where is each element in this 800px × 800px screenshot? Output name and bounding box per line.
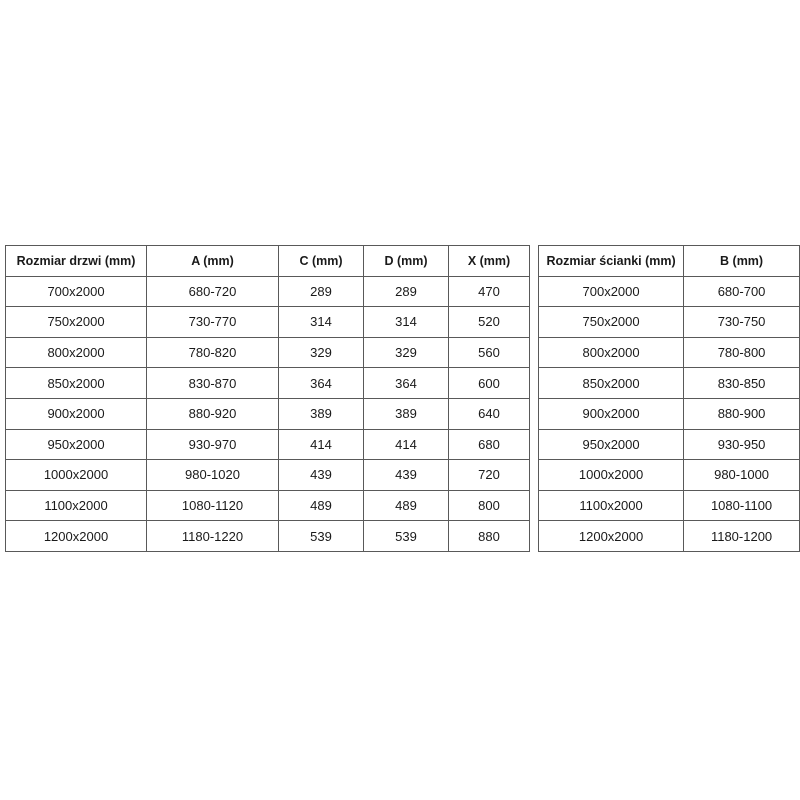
table-cell: 600: [449, 368, 530, 399]
table-row: [539, 521, 800, 552]
table-cell: 750x2000: [6, 307, 147, 338]
table-cell: 700x2000: [6, 276, 147, 307]
table-cell: 439: [364, 460, 449, 491]
table-cell: 980-1000: [684, 460, 800, 491]
table-cell: 314: [364, 307, 449, 338]
table-cell: 880: [449, 521, 530, 552]
table-row: [539, 307, 800, 338]
table-cell: 470: [449, 276, 530, 307]
table-cell: 1200x2000: [6, 521, 147, 552]
table-cell: 560: [449, 337, 530, 368]
table-row: [539, 368, 800, 399]
table-row: [539, 490, 800, 521]
table-row: [6, 490, 530, 521]
table-cell: 1100x2000: [539, 490, 684, 521]
table-cell: 1000x2000: [539, 460, 684, 491]
table-row: [6, 460, 530, 491]
table-row: [539, 460, 800, 491]
table-cell: 640: [449, 398, 530, 429]
table-cell: 880-900: [684, 398, 800, 429]
table-row: [6, 368, 530, 399]
table-row: [6, 307, 530, 338]
table-cell: 1080-1100: [684, 490, 800, 521]
header-cell: A (mm): [147, 246, 279, 277]
table-cell: 1100x2000: [6, 490, 147, 521]
table-cell: 780-820: [147, 337, 279, 368]
header-row: [539, 246, 800, 277]
table-cell: 389: [279, 398, 364, 429]
table-cell: 680-720: [147, 276, 279, 307]
table-row: [539, 276, 800, 307]
table-cell: 289: [364, 276, 449, 307]
table-cell: 414: [364, 429, 449, 460]
table-cell: 750x2000: [539, 307, 684, 338]
header-cell: X (mm): [449, 246, 530, 277]
table-cell: 439: [279, 460, 364, 491]
table-row: [539, 337, 800, 368]
table-cell: 364: [364, 368, 449, 399]
table-cell: 980-1020: [147, 460, 279, 491]
table-cell: 539: [279, 521, 364, 552]
table-cell: 1080-1120: [147, 490, 279, 521]
table-cell: 800: [449, 490, 530, 521]
table-cell: 850x2000: [539, 368, 684, 399]
header-cell: C (mm): [279, 246, 364, 277]
table-cell: 364: [279, 368, 364, 399]
header-cell: B (mm): [684, 246, 800, 277]
table-cell: 730-770: [147, 307, 279, 338]
table-cell: 880-920: [147, 398, 279, 429]
table-row: [6, 337, 530, 368]
table-cell: 520: [449, 307, 530, 338]
table-cell: 830-850: [684, 368, 800, 399]
table-cell: 950x2000: [6, 429, 147, 460]
table-cell: 680-700: [684, 276, 800, 307]
table-row: [6, 429, 530, 460]
table-cell: 850x2000: [6, 368, 147, 399]
table-cell: 1180-1220: [147, 521, 279, 552]
table-cell: 900x2000: [539, 398, 684, 429]
table-row: [539, 398, 800, 429]
header-cell: Rozmiar drzwi (mm): [6, 246, 147, 277]
header-cell: Rozmiar ścianki (mm): [539, 246, 684, 277]
table-cell: 489: [364, 490, 449, 521]
table-cell: 730-750: [684, 307, 800, 338]
table-cell: 930-950: [684, 429, 800, 460]
table-cell: 1180-1200: [684, 521, 800, 552]
table-cell: 720: [449, 460, 530, 491]
table-cell: 700x2000: [539, 276, 684, 307]
header-cell: D (mm): [364, 246, 449, 277]
table-cell: 780-800: [684, 337, 800, 368]
wall-dimensions-table: [538, 245, 800, 552]
table-cell: 314: [279, 307, 364, 338]
table-cell: 389: [364, 398, 449, 429]
table-row: [539, 429, 800, 460]
table-row: [6, 276, 530, 307]
table-cell: 830-870: [147, 368, 279, 399]
table-cell: 800x2000: [6, 337, 147, 368]
table-row: [6, 398, 530, 429]
table-cell: 539: [364, 521, 449, 552]
table-row: [6, 521, 530, 552]
table-cell: 489: [279, 490, 364, 521]
table-cell: 414: [279, 429, 364, 460]
table-cell: 289: [279, 276, 364, 307]
table-cell: 1200x2000: [539, 521, 684, 552]
table-cell: 329: [279, 337, 364, 368]
door-dimensions-table: [5, 245, 530, 552]
table-cell: 930-970: [147, 429, 279, 460]
header-row: [6, 246, 530, 277]
table-cell: 900x2000: [6, 398, 147, 429]
table-cell: 680: [449, 429, 530, 460]
table-cell: 950x2000: [539, 429, 684, 460]
table-cell: 1000x2000: [6, 460, 147, 491]
table-cell: 800x2000: [539, 337, 684, 368]
table-cell: 329: [364, 337, 449, 368]
